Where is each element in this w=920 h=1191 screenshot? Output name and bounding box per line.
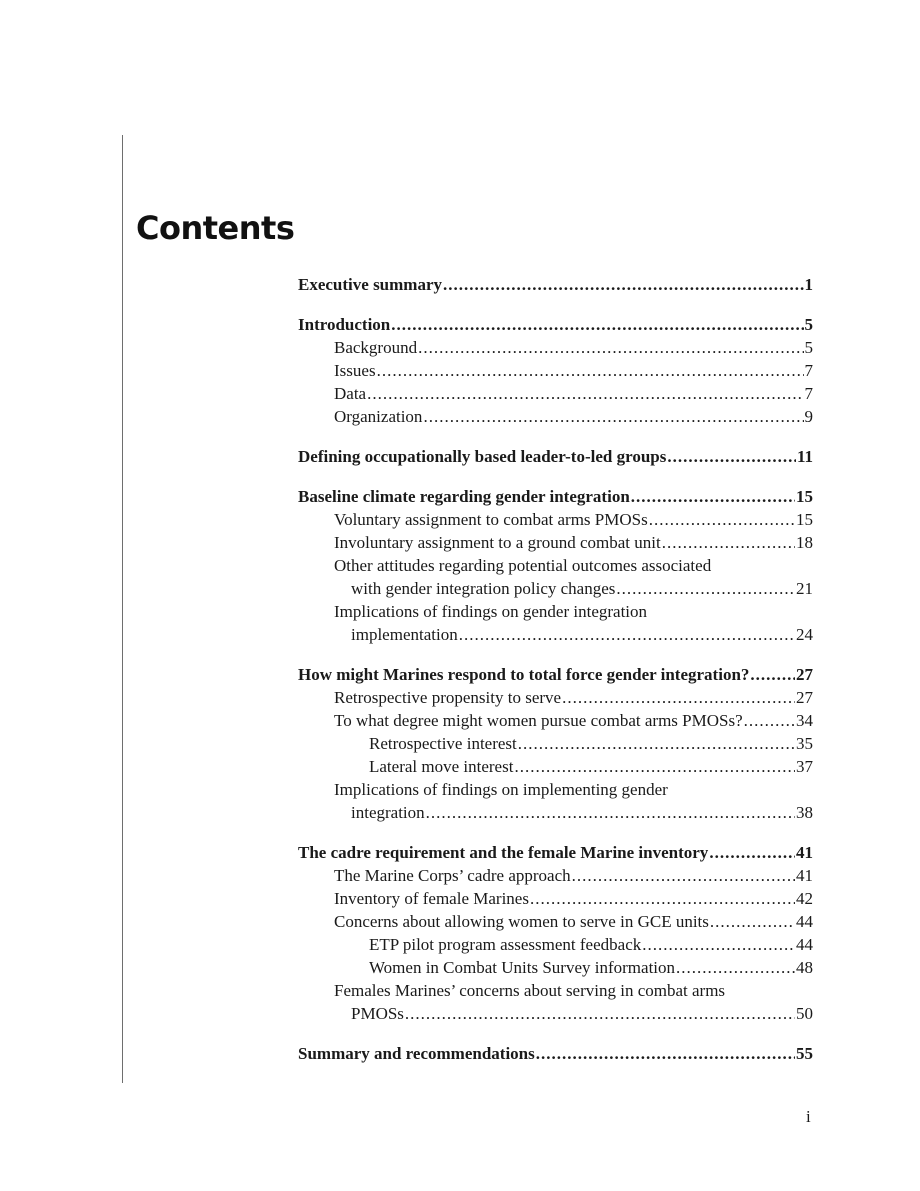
margin-rule [122,135,123,1083]
toc-section [298,485,813,646]
toc-entry-text: Implications of findings on gender integration [334,602,648,621]
toc-entry-text: implementation [351,625,458,644]
toc-entry-text: integration [351,803,425,822]
toc-entry-text: Introduction [298,315,391,334]
dot-leader [405,1002,795,1025]
toc-subentry[interactable] [298,554,813,600]
toc-page-number: 9 [804,407,813,426]
toc-entry-text: Retrospective propensity to serve [334,688,562,707]
toc-section-heading[interactable] [298,841,813,864]
toc-page-number: 7 [804,384,813,403]
toc-entry-text: Executive summary [298,275,443,294]
toc-section [298,313,813,428]
toc-page-number: 27 [796,688,813,707]
toc-page-number: 37 [796,757,813,776]
toc-subentry[interactable] [298,686,813,709]
toc-entry-text: ETP pilot program assessment feedback [369,935,642,954]
toc-page-number: 21 [796,579,813,598]
dot-leader [530,887,795,910]
toc-page-number: 18 [796,533,813,552]
toc-page-number: 38 [796,803,813,822]
dot-leader [418,336,803,359]
toc-section-heading[interactable] [298,313,813,336]
toc-subentry[interactable] [298,508,813,531]
toc-page-number: 34 [796,711,813,730]
toc-entry-text: Women in Combat Units Survey information [369,958,676,977]
toc-entry-text: Inventory of female Marines [334,889,529,908]
toc-entry-text: To what degree might women pursue combat arms PMOSs? [334,711,743,730]
table-of-contents [298,273,813,1082]
toc-subentry[interactable] [298,382,813,405]
dot-leader [367,382,803,405]
toc-section-heading[interactable] [298,663,813,686]
toc-page-number: 44 [796,912,813,931]
toc-subentry[interactable] [298,600,813,646]
dot-leader [377,359,804,382]
toc-subentry[interactable] [298,933,813,956]
dot-leader [631,485,795,508]
toc-entry-text: with gender integration policy changes [351,579,616,598]
toc-entry-text: PMOSs [351,1004,404,1023]
toc-entry-text: The Marine Corps’ cadre approach [334,866,571,885]
dot-leader [750,663,795,686]
toc-section-heading[interactable] [298,485,813,508]
dot-leader [459,623,795,646]
page-number: i [806,1107,811,1126]
dot-leader [562,686,795,709]
toc-page-number: 15 [796,487,813,506]
toc-entry-text: Concerns about allowing women to serve in GCE units [334,912,709,931]
toc-section-heading[interactable] [298,1042,813,1065]
toc-subentry[interactable] [298,864,813,887]
toc-page-number: 55 [796,1044,813,1063]
toc-page-number: 41 [796,843,813,862]
toc-entry-text: Defining occupationally based leader-to-led groups [298,447,667,466]
dot-leader [616,577,795,600]
toc-entry-text: Involuntary assignment to a ground combat unit [334,533,661,552]
toc-entry-text: Organization [334,407,423,426]
toc-page-number: 15 [796,510,813,529]
toc-page-number: 44 [796,935,813,954]
toc-section [298,841,813,1025]
toc-entry-text: Lateral move interest [369,757,514,776]
toc-page-number: 35 [796,734,813,753]
dot-leader [649,508,795,531]
toc-subentry[interactable] [298,732,813,755]
toc-subentry[interactable] [298,755,813,778]
toc-page-number: 1 [804,275,813,294]
toc-subentry[interactable] [298,956,813,979]
dot-leader [391,313,803,336]
toc-page-number: 7 [804,361,813,380]
toc-page-number: 48 [796,958,813,977]
dot-leader [662,531,795,554]
toc-subentry[interactable] [298,405,813,428]
toc-subentry[interactable] [298,336,813,359]
toc-page-number: 50 [796,1004,813,1023]
toc-page-number: 11 [796,447,813,466]
toc-entry-text: The cadre requirement and the female Marine inventory [298,843,709,862]
dot-leader [572,864,795,887]
dot-leader [709,841,795,864]
toc-subentry[interactable] [298,709,813,732]
toc-entry-text: Retrospective interest [369,734,517,753]
toc-section [298,273,813,296]
toc-entry-text: Data [334,384,367,403]
toc-entry-text: Summary and recommendations [298,1044,535,1063]
dot-leader [642,933,795,956]
page-title: Contents [136,209,295,247]
toc-entry-text: Background [334,338,418,357]
dot-leader [710,910,795,933]
toc-page-number: 24 [796,625,813,644]
toc-subentry[interactable] [298,531,813,554]
toc-section [298,663,813,824]
toc-subentry[interactable] [298,778,813,824]
toc-page-number: 42 [796,889,813,908]
toc-entry-text: Implications of findings on implementing gender [334,780,668,799]
dot-leader [423,405,803,428]
dot-leader [536,1042,795,1065]
toc-entry-text: Issues [334,361,376,380]
toc-subentry[interactable] [298,887,813,910]
dot-leader [744,709,795,732]
dot-leader [676,956,795,979]
toc-entry-text: Baseline climate regarding gender integration [298,487,630,506]
toc-section [298,445,813,468]
toc-page-number: 41 [796,866,813,885]
toc-section-heading[interactable] [298,445,813,468]
toc-page-number: 27 [796,665,813,684]
dot-leader [426,801,795,824]
dot-leader [518,732,795,755]
dot-leader [667,445,796,468]
dot-leader [443,273,803,296]
toc-subentry[interactable] [298,979,813,1025]
toc-page-number: 5 [804,338,813,357]
toc-subentry[interactable] [298,359,813,382]
toc-entry-text: Voluntary assignment to combat arms PMOSs [334,510,648,529]
dot-leader [514,755,795,778]
toc-section-heading[interactable] [298,273,813,296]
toc-entry-text: Females Marines’ concerns about serving in combat arms [334,981,726,1000]
toc-page-number: 5 [804,315,813,334]
toc-section [298,1042,813,1065]
toc-subentry[interactable] [298,910,813,933]
toc-entry-text: How might Marines respond to total force gender integration? [298,665,750,684]
toc-entry-text: Other attitudes regarding potential outcomes associated [334,556,712,575]
